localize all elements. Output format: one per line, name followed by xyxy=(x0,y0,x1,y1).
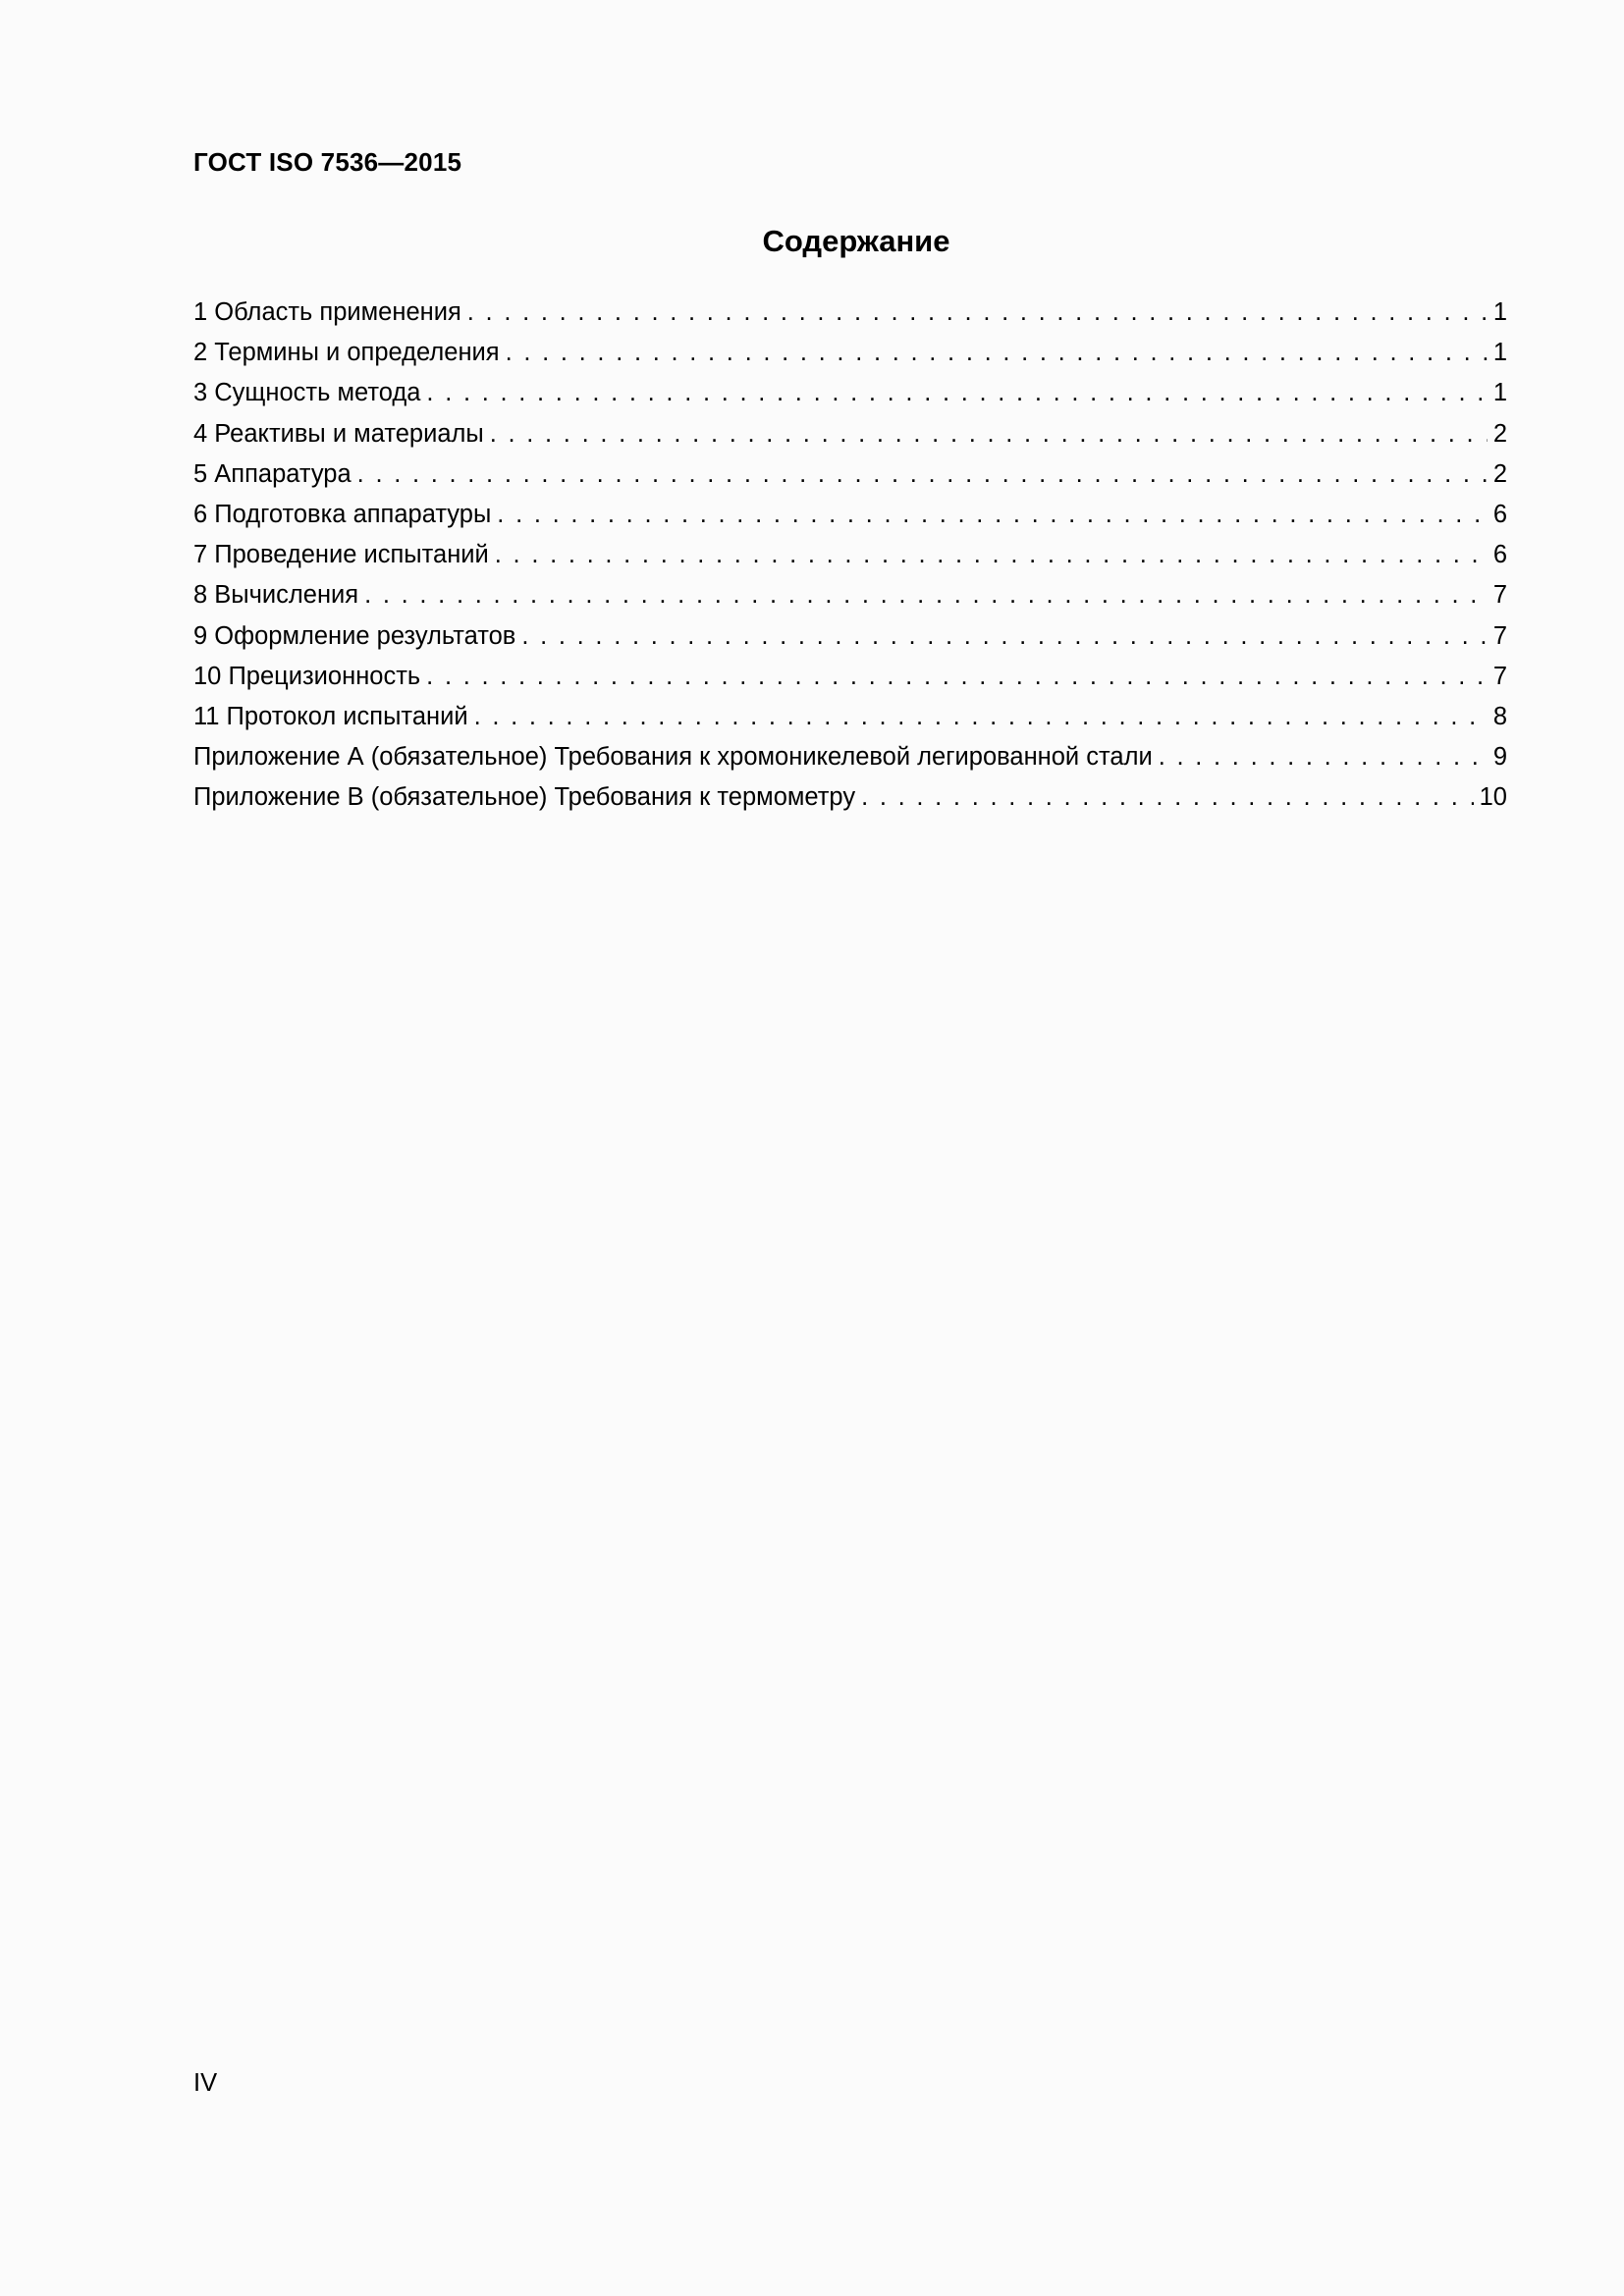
toc-entry[interactable] xyxy=(193,414,1507,454)
document-id: ГОСТ ISO 7536—2015 xyxy=(193,147,462,177)
table-of-contents xyxy=(193,293,1507,818)
toc-entry[interactable] xyxy=(193,333,1507,373)
dot-leader xyxy=(426,657,1488,697)
toc-entry-page: 1 xyxy=(1492,298,1507,326)
dot-leader xyxy=(357,454,1488,495)
page-number: IV xyxy=(193,2069,218,2097)
toc-entry[interactable] xyxy=(193,777,1507,818)
toc-entry-page: 7 xyxy=(1492,581,1507,610)
toc-entry-page: 7 xyxy=(1492,662,1507,690)
toc-entry-page: 6 xyxy=(1492,541,1507,569)
dot-leader xyxy=(467,293,1488,333)
dot-leader xyxy=(426,373,1487,413)
dot-leader xyxy=(474,697,1488,737)
toc-entry-label: 2 Термины и определения xyxy=(193,339,500,367)
toc-entry-page: 8 xyxy=(1492,702,1507,730)
toc-entry-page: 2 xyxy=(1492,459,1507,488)
toc-entry-label: 4 Реактивы и материалы xyxy=(193,419,484,448)
toc-entry-page: 10 xyxy=(1479,783,1507,812)
toc-entry[interactable] xyxy=(193,657,1507,697)
toc-entry-page: 2 xyxy=(1492,419,1507,448)
toc-entry[interactable] xyxy=(193,535,1507,575)
toc-entry-label: 1 Область применения xyxy=(193,298,461,326)
toc-entry-page: 1 xyxy=(1492,379,1507,407)
toc-entry[interactable] xyxy=(193,495,1507,535)
toc-entry-label: Приложение А (обязательное) Требования к хромоникелевой легированной стали xyxy=(193,743,1153,772)
dot-leader xyxy=(521,616,1487,657)
toc-entry-label: 5 Аппаратура xyxy=(193,459,352,488)
toc-entry-label: 9 Оформление результатов xyxy=(193,621,516,650)
toc-entry-label: 8 Вычисления xyxy=(193,581,359,610)
dot-leader xyxy=(861,777,1474,818)
dot-leader xyxy=(490,414,1488,454)
toc-entry[interactable] xyxy=(193,697,1507,737)
toc-entry[interactable] xyxy=(193,737,1507,777)
toc-entry[interactable] xyxy=(193,454,1507,495)
dot-leader xyxy=(1159,737,1488,777)
toc-entry[interactable] xyxy=(193,373,1507,413)
dot-leader xyxy=(364,575,1488,615)
dot-leader xyxy=(497,495,1488,535)
toc-entry[interactable] xyxy=(193,616,1507,657)
toc-entry-page: 7 xyxy=(1492,621,1507,650)
toc-entry-page: 6 xyxy=(1492,500,1507,528)
toc-entry-label: 11 Протокол испытаний xyxy=(193,702,468,730)
toc-entry-label: 7 Проведение испытаний xyxy=(193,541,489,569)
toc-entry-page: 1 xyxy=(1492,339,1507,367)
dot-leader xyxy=(506,333,1488,373)
toc-title: Содержание xyxy=(762,224,950,258)
toc-entry[interactable] xyxy=(193,293,1507,333)
toc-entry-label: 10 Прецизионность xyxy=(193,662,421,690)
toc-entry-label: 6 Подготовка аппаратуры xyxy=(193,500,492,528)
toc-entry-label: Приложение В (обязательное) Требования к термометру xyxy=(193,783,856,812)
toc-entry-page: 9 xyxy=(1492,743,1507,772)
dot-leader xyxy=(495,535,1488,575)
toc-entry[interactable] xyxy=(193,575,1507,615)
toc-entry-label: 3 Сущность метода xyxy=(193,379,421,407)
